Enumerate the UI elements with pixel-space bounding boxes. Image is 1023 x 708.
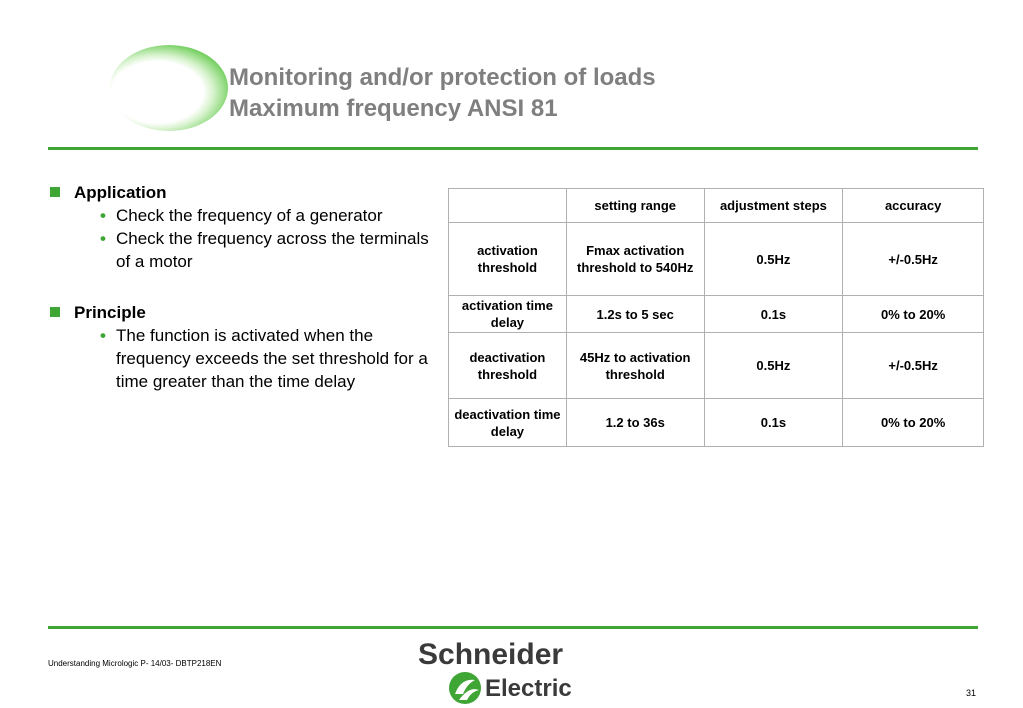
dot-bullet-icon: • (100, 326, 106, 345)
bottom-divider (48, 626, 978, 629)
square-bullet-icon (50, 307, 60, 317)
table-cell: deactivation time delay (449, 399, 567, 447)
table-cell: 0.5Hz (704, 223, 843, 296)
table-cell: 1.2 to 36s (566, 399, 704, 447)
table-cell: 0.5Hz (704, 333, 843, 399)
table-row (449, 223, 984, 296)
top-divider (48, 147, 978, 150)
page-title (229, 62, 656, 124)
square-bullet-icon (50, 187, 60, 197)
table-cell: 0.1s (704, 296, 843, 333)
bullet-list (50, 181, 430, 393)
list-item: • Check the frequency of a generator (100, 206, 383, 225)
leaf-icon (449, 672, 481, 704)
table-header-cell: accuracy (843, 189, 984, 223)
dot-bullet-icon: • (100, 206, 106, 225)
table-cell: activation threshold (449, 223, 567, 296)
table-cell: Fmax activation threshold to 540Hz (566, 223, 704, 296)
title-line-1: Monitoring and/or protection of loads (229, 64, 656, 91)
table-cell: 0.1s (704, 399, 843, 447)
brand-line-2: Electric (485, 675, 572, 702)
section-heading-application: Application (50, 181, 430, 204)
table-cell: 45Hz to activation threshold (566, 333, 704, 399)
table-row (449, 296, 984, 333)
schneider-electric-logo (417, 634, 592, 706)
footer-reference: Understanding Micrologic P- 14/03- DBTP218EN (48, 659, 222, 668)
settings-table (448, 188, 984, 447)
decorative-orb (110, 45, 228, 131)
list-item: • The function is activated when the frequency exceeds the set threshold for a time greater than the time delay (100, 326, 428, 391)
table-header-cell (449, 189, 567, 223)
table-cell: +/-0.5Hz (843, 223, 984, 296)
dot-bullet-icon: • (100, 229, 106, 248)
table-cell: 1.2s to 5 sec (566, 296, 704, 333)
table-header-cell: adjustment steps (704, 189, 843, 223)
title-line-2: Maximum frequency ANSI 81 (229, 95, 558, 122)
table-cell: deactivation threshold (449, 333, 567, 399)
section-heading-principle: Principle (50, 301, 430, 324)
table-cell: 0% to 20% (843, 296, 984, 333)
list-item: • Check the frequency across the terminals of a motor (100, 229, 429, 271)
page-number: 31 (966, 688, 977, 698)
table-row (449, 399, 984, 447)
table-header-row (449, 189, 984, 223)
table-cell: activation time delay (449, 296, 567, 333)
table-cell: +/-0.5Hz (843, 333, 984, 399)
table-cell: 0% to 20% (843, 399, 984, 447)
brand-line-1: Schneider (418, 638, 564, 671)
table-header-cell: setting range (566, 189, 704, 223)
table-row (449, 333, 984, 399)
